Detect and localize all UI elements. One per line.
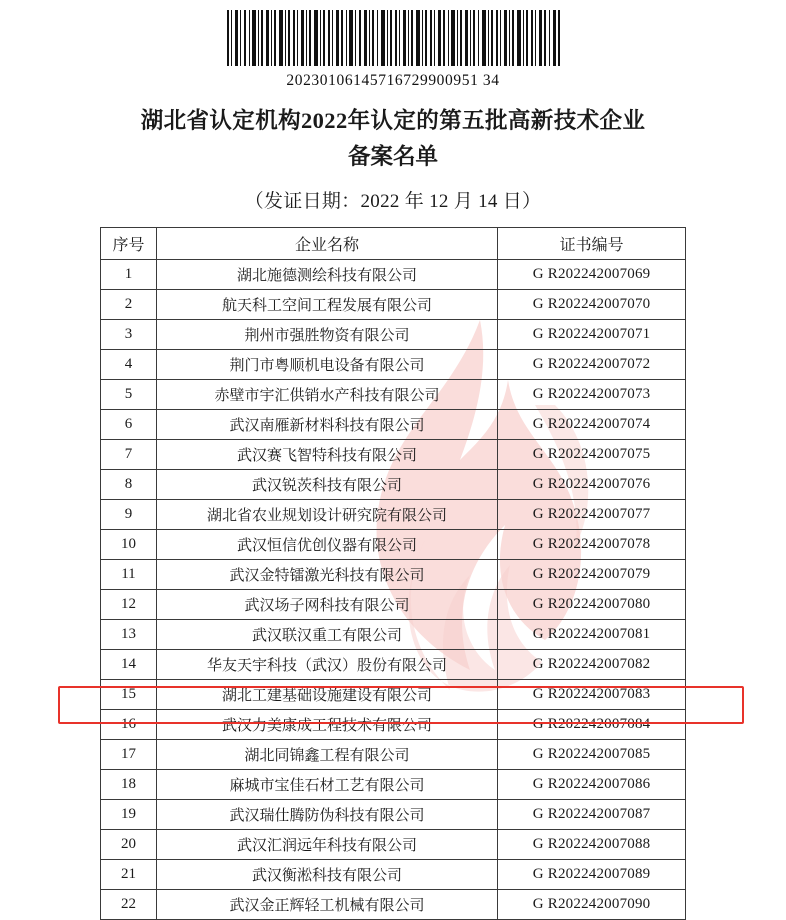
cell-index: 18 bbox=[101, 769, 157, 799]
cell-certificate-number: G R202242007089 bbox=[498, 859, 686, 889]
cell-index: 12 bbox=[101, 589, 157, 619]
column-header-enterprise-name: 企业名称 bbox=[156, 227, 497, 259]
cell-enterprise-name: 武汉锐茨科技有限公司 bbox=[156, 469, 497, 499]
cell-index: 6 bbox=[101, 409, 157, 439]
cell-index: 15 bbox=[101, 679, 157, 709]
table-row bbox=[101, 289, 686, 319]
enterprise-listing-table bbox=[100, 227, 686, 920]
document-body bbox=[0, 10, 786, 920]
table-row bbox=[101, 619, 686, 649]
cell-certificate-number: G R202242007088 bbox=[498, 829, 686, 859]
cell-certificate-number: G R202242007081 bbox=[498, 619, 686, 649]
barcode-area bbox=[0, 10, 786, 66]
cell-index: 20 bbox=[101, 829, 157, 859]
cell-enterprise-name: 华友天宇科技（武汉）股份有限公司 bbox=[156, 649, 497, 679]
table-row bbox=[101, 769, 686, 799]
cell-enterprise-name: 湖北省农业规划设计研究院有限公司 bbox=[156, 499, 497, 529]
table-row bbox=[101, 739, 686, 769]
cell-index: 5 bbox=[101, 379, 157, 409]
column-header-index: 序号 bbox=[101, 227, 157, 259]
cell-index: 14 bbox=[101, 649, 157, 679]
table-row bbox=[101, 409, 686, 439]
cell-index: 22 bbox=[101, 889, 157, 919]
cell-enterprise-name: 武汉力美康成工程技术有限公司 bbox=[156, 709, 497, 739]
cell-index: 2 bbox=[101, 289, 157, 319]
cell-enterprise-name: 麻城市宝佳石材工艺有限公司 bbox=[156, 769, 497, 799]
cell-certificate-number: G R202242007082 bbox=[498, 649, 686, 679]
cell-enterprise-name: 武汉恒信优创仪器有限公司 bbox=[156, 529, 497, 559]
cell-certificate-number: G R202242007085 bbox=[498, 739, 686, 769]
cell-index: 9 bbox=[101, 499, 157, 529]
cell-certificate-number: G R202242007086 bbox=[498, 769, 686, 799]
cell-index: 4 bbox=[101, 349, 157, 379]
cell-certificate-number: G R202242007069 bbox=[498, 259, 686, 289]
issue-date: （发证日期：2022 年 12 月 14 日） bbox=[244, 190, 542, 212]
cell-enterprise-name: 荆门市粤顺机电设备有限公司 bbox=[156, 349, 497, 379]
cell-enterprise-name: 湖北工建基础设施建设有限公司 bbox=[156, 679, 497, 709]
cell-enterprise-name: 赤壁市宇汇供销水产科技有限公司 bbox=[156, 379, 497, 409]
cell-index: 8 bbox=[101, 469, 157, 499]
cell-index: 19 bbox=[101, 799, 157, 829]
cell-certificate-number: G R202242007077 bbox=[498, 499, 686, 529]
cell-certificate-number: G R202242007070 bbox=[498, 289, 686, 319]
table-row bbox=[101, 859, 686, 889]
cell-index: 11 bbox=[101, 559, 157, 589]
table-row bbox=[101, 889, 686, 919]
table-row bbox=[101, 559, 686, 589]
cell-enterprise-name: 武汉南雁新材料科技有限公司 bbox=[156, 409, 497, 439]
table-row bbox=[101, 649, 686, 679]
cell-certificate-number: G R202242007078 bbox=[498, 529, 686, 559]
cell-index: 13 bbox=[101, 619, 157, 649]
cell-index: 16 bbox=[101, 709, 157, 739]
cell-index: 10 bbox=[101, 529, 157, 559]
cell-index: 17 bbox=[101, 739, 157, 769]
cell-certificate-number: G R202242007090 bbox=[498, 889, 686, 919]
page-title-second-line: 备案名单 bbox=[347, 143, 438, 169]
cell-certificate-number: G R202242007084 bbox=[498, 709, 686, 739]
column-header-certificate-number: 证书编号 bbox=[498, 227, 686, 259]
cell-certificate-number: G R202242007083 bbox=[498, 679, 686, 709]
table-body bbox=[101, 259, 686, 919]
table-row bbox=[101, 439, 686, 469]
table-header-row bbox=[101, 227, 686, 259]
table-row bbox=[101, 319, 686, 349]
cell-certificate-number: G R202242007071 bbox=[498, 319, 686, 349]
cell-enterprise-name: 武汉赛飞智特科技有限公司 bbox=[156, 439, 497, 469]
cell-enterprise-name: 湖北施德测绘科技有限公司 bbox=[156, 259, 497, 289]
table-row bbox=[101, 469, 686, 499]
cell-enterprise-name: 武汉联汉重工有限公司 bbox=[156, 619, 497, 649]
cell-certificate-number: G R202242007073 bbox=[498, 379, 686, 409]
table-row bbox=[101, 259, 686, 289]
table-row bbox=[101, 709, 686, 739]
table-row bbox=[101, 379, 686, 409]
cell-enterprise-name: 武汉衡淞科技有限公司 bbox=[156, 859, 497, 889]
barcode-number: 20230106145716729900951 34 bbox=[286, 72, 500, 89]
table-row bbox=[101, 679, 686, 709]
table-row bbox=[101, 499, 686, 529]
cell-enterprise-name: 武汉场子网科技有限公司 bbox=[156, 589, 497, 619]
cell-enterprise-name: 荆州市强胜物资有限公司 bbox=[156, 319, 497, 349]
table-row bbox=[101, 799, 686, 829]
cell-certificate-number: G R202242007079 bbox=[498, 559, 686, 589]
cell-enterprise-name: 武汉金特镭激光科技有限公司 bbox=[156, 559, 497, 589]
table-row bbox=[101, 349, 686, 379]
cell-enterprise-name: 武汉汇润远年科技有限公司 bbox=[156, 829, 497, 859]
table-row bbox=[101, 589, 686, 619]
cell-index: 21 bbox=[101, 859, 157, 889]
barcode-image bbox=[225, 10, 561, 66]
cell-certificate-number: G R202242007075 bbox=[498, 439, 686, 469]
cell-enterprise-name: 湖北同锦鑫工程有限公司 bbox=[156, 739, 497, 769]
cell-enterprise-name: 武汉金正辉轻工机械有限公司 bbox=[156, 889, 497, 919]
table-row bbox=[101, 529, 686, 559]
cell-enterprise-name: 航天科工空间工程发展有限公司 bbox=[156, 289, 497, 319]
cell-enterprise-name: 武汉瑞仕腾防伪科技有限公司 bbox=[156, 799, 497, 829]
cell-certificate-number: G R202242007072 bbox=[498, 349, 686, 379]
cell-certificate-number: G R202242007087 bbox=[498, 799, 686, 829]
cell-index: 3 bbox=[101, 319, 157, 349]
page-title: 湖北省认定机构2022年认定的第五批高新技术企业 bbox=[140, 108, 646, 133]
cell-certificate-number: G R202242007076 bbox=[498, 469, 686, 499]
cell-index: 1 bbox=[101, 259, 157, 289]
cell-certificate-number: G R202242007074 bbox=[498, 409, 686, 439]
table-row bbox=[101, 829, 686, 859]
cell-index: 7 bbox=[101, 439, 157, 469]
cell-certificate-number: G R202242007080 bbox=[498, 589, 686, 619]
